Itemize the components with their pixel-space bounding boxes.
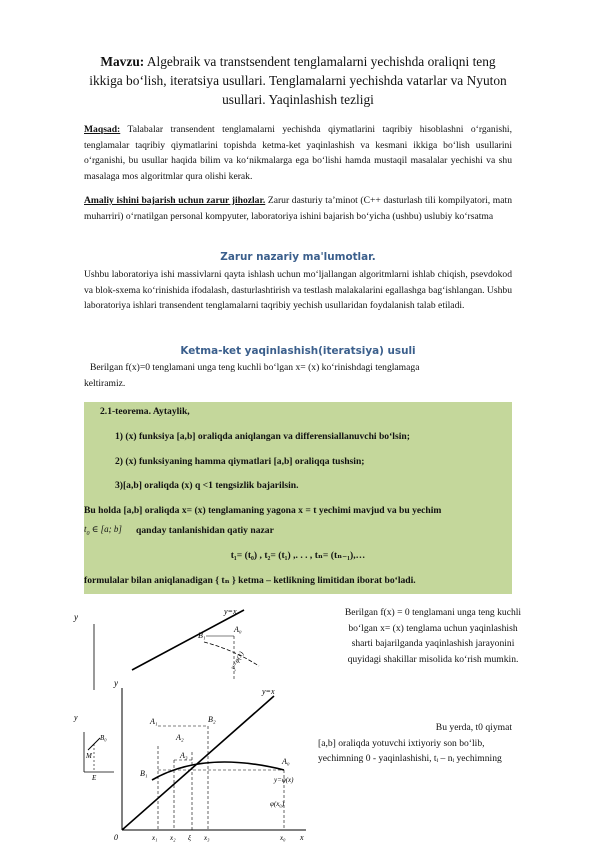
theorem-item-3: 3)[a,b] oraliqda (x) q <1 tengsizlik bajarilsin. (115, 480, 299, 491)
main-a1-label: A₁ (150, 717, 158, 726)
title-text: Algebraik va transtsendent tenglamalarni yechishda oraliqni teng ikkiga bo‘lish, iteratsiya usullari. Tenglamalarni yechishda vatarlar va Nyuton usullari. Yaqinlashish tezligi (89, 54, 507, 107)
main-xi-label: ξ (188, 834, 191, 842)
amaliy-paragraph (84, 193, 512, 224)
top-y-label: y (74, 612, 78, 622)
bottom-line-2: [a,b] oraliqda yotuvchi ixtiyoriy son bo‘lib, (318, 737, 485, 749)
bottom-text-block (318, 720, 512, 767)
left-m-label: M (86, 752, 92, 760)
main-yx-label: y=x (262, 687, 275, 696)
bottom-line-3: yechimning 0 - yaqinlashishi, tᵢ – nᵢ yechimning (318, 753, 502, 765)
bottom-line-1: Bu yerda, t0 qiymat (435, 722, 512, 733)
main-x1-label: x₁ (152, 834, 158, 842)
amaliy-label: Amaliy ishini bajarish uchun zarur jihozlar. (84, 195, 266, 206)
right-line-3: sharti bajarilganda yaqinlashish jarayonini (351, 638, 515, 650)
intro-line-2: keltiramiz. (84, 377, 126, 389)
page-title (84, 52, 512, 109)
amaliy-text: Zarur dasturiy ta’minot (C++ dasturlash tili kompilyatori, matn muharriri) o‘rnatilgan personal kompyuter, laboratoriya ishini bajarish bo‘yicha (ushbu) uslubiy ko‘rsatma (84, 195, 512, 222)
main-a3-label: A₃ (180, 751, 188, 760)
top-line-yx (132, 610, 244, 670)
theorem-box (84, 402, 512, 594)
t0-math: $t_0$ ∈ [a; b] (84, 524, 122, 537)
title-label: Mavzu: (100, 54, 145, 69)
theorem-item-1: 1) (x) funksiya [a,b] oraliqda aniqlangan va differensiallanuvchi bo‘lsin; (115, 431, 410, 442)
left-e-label: E (92, 774, 97, 782)
iteration-figure (74, 600, 314, 842)
section1-heading: Zarur nazariy ma'lumotlar. (220, 251, 376, 263)
maqsad-paragraph (84, 122, 512, 184)
main-subfigure (122, 688, 306, 830)
theorem-line-6: formulalar bilan aniqlanadigan { tₙ } ketma – ketlikning limitidan iborat bo‘ladi. (84, 575, 416, 586)
main-yphi-label: y=φ(x) (274, 776, 294, 784)
main-b1-label: B₁ (140, 769, 148, 778)
left-y-label: y (74, 713, 78, 722)
theorem-title: 2.1-teorema. Aytaylik, (100, 406, 190, 417)
main-origin-label: 0 (114, 833, 118, 842)
main-x-label: x (300, 833, 304, 842)
main-x3-label: x₃ (204, 834, 210, 842)
t0-interval: ∈ [a; b] (91, 524, 122, 534)
right-line-4: quyidagi shakillar misolida ko‘rish mumkin. (347, 653, 519, 665)
top-yphi-label: y=φ(x) (228, 650, 246, 671)
main-y-label: y (114, 678, 118, 688)
left-b0-label: B₀ (100, 734, 107, 742)
main-a2-label: A₂ (176, 733, 184, 742)
theorem-line-4: Bu holda [a,b] oraliqda x= (x) tenglamaning yagona x = t yechimi mavjud va bu yechim (84, 505, 442, 516)
top-b1-label: B₁ (198, 631, 206, 640)
main-curve-phi (152, 762, 284, 780)
right-text-block (318, 605, 548, 667)
main-b2-label: B₂ (208, 715, 216, 724)
maqsad-label: Maqsad: (84, 124, 121, 135)
theorem-formula: t₁= (t₀) , t₂= (t₁) ,. . . , tₙ= (tₙ₋₁),… (230, 550, 366, 561)
right-line-1: Berilgan f(x) = 0 tenglamani unga teng kuchli (344, 607, 522, 618)
top-subfigure (94, 610, 259, 690)
section2-heading: Ketma-ket yaqinlashish(iteratsiya) usuli (180, 345, 416, 357)
intro-line-1: Berilgan f(x)=0 tenglamani unga teng kuchli bo‘lgan x= (x) ko‘rinishdagi tenglamaga (90, 362, 420, 373)
main-x0-label: x₀ (280, 834, 286, 842)
main-a0-label: A₀ (282, 757, 290, 766)
maqsad-text: Talabalar transendent tenglamalarni yechishda qiymatlarini taqribiy hisoblashni o‘rganishi, tenglamalar taqribiy qiymatlarini topishda ketma-ket yaqinlashish va kesmani ikkiga bo‘lish usullarini o‘rganishi, bu usullar haqida bilim va ko‘nikmalarga ega bo‘lishi hamda mustaqil masalalar yechishi va shu masalaga mos algoritmlar qura olishi kerak. (84, 124, 512, 182)
section1-paragraph: Ushbu laboratoriya ishi massivlarni qayta ishlash uchun mo‘ljallangan algoritmlarni ishlab chiqish, psevdokod va blok-sxema ko‘rinishida ifodalash, dasturlashtirish va testlash malakalarini egallashga bag‘ishlangan. Ushbu laboratoriya ishlari transendent tenglamalarni taqribiy yechish usullaridan foydalanish talab etiladi. (84, 269, 512, 312)
theorem-item-2: 2) (x) funksiyaning hamma qiymatlari [a,b] oraliqqa tushsin; (115, 456, 365, 467)
right-line-2: bo‘lgan x= (x) tenglama uchun yaqinlashish (348, 622, 518, 634)
main-phix0-label: φ(x₀) (270, 800, 285, 808)
theorem-line-5: qanday tanlanishidan qatiy nazar (136, 525, 274, 536)
section2-intro (84, 360, 512, 391)
top-yx-label: y=x (224, 607, 237, 616)
top-a0-label: A₀ (234, 625, 242, 634)
main-x2-label: x₂ (170, 834, 176, 842)
